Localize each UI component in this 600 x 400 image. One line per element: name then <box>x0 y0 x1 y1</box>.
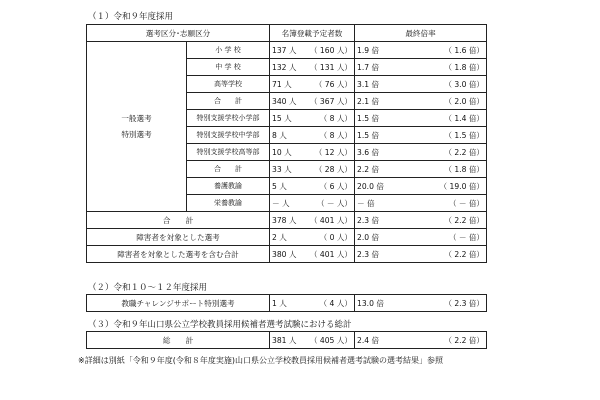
count-value: 380 人 <box>272 249 297 259</box>
prev-count-value: （ 405 人） <box>309 335 352 345</box>
ratio-cell <box>355 76 487 93</box>
row-label: 小 学 校 <box>187 42 270 59</box>
prev-ratio-value: （ 2.2 倍） <box>444 147 485 157</box>
prev-count-value: （ 8 人） <box>319 130 353 140</box>
section3-title: （３）令和９年山口県公立学校教員採用候補者選考試験における総計 <box>88 320 352 330</box>
ratio-value: 3.1 倍 <box>357 79 380 89</box>
count-value: 378 人 <box>272 215 297 225</box>
header-count: 名簿登載予定者数 <box>270 25 355 42</box>
row-label: 障害者を対象とした選考を含む合計 <box>87 246 270 263</box>
count-cell <box>270 178 355 195</box>
prev-count-value: （ 401 人） <box>309 215 353 225</box>
ratio-cell <box>355 110 487 127</box>
count-cell <box>270 212 355 229</box>
prev-count-value: （ 8 人） <box>319 113 353 123</box>
prev-ratio-value: （ 1.4 倍） <box>444 113 485 123</box>
count-value: 10 人 <box>272 147 292 157</box>
ratio-cell <box>355 295 487 312</box>
count-value: 137 人 <box>272 45 297 55</box>
prev-count-value: （ 367 人） <box>309 96 353 106</box>
row-label: 合 計 <box>187 161 270 178</box>
count-cell <box>270 332 355 349</box>
section2-table <box>86 294 487 312</box>
main-results-table <box>86 24 487 263</box>
count-value: 33 人 <box>272 164 292 174</box>
row-label: 総 計 <box>87 332 270 349</box>
ratio-cell <box>355 127 487 144</box>
prev-count-value: （ 4 人） <box>319 298 352 308</box>
prev-ratio-value: （ － 倍） <box>448 232 485 242</box>
count-cell <box>270 76 355 93</box>
row-label: 高等学校 <box>187 76 270 93</box>
ratio-value: 2.3 倍 <box>357 249 380 259</box>
ratio-value: 2.2 倍 <box>357 164 380 174</box>
ratio-cell <box>355 144 487 161</box>
section2-title: （２）令和１０～１２年度採用 <box>88 283 208 293</box>
row-label: 教職チャレンジサポート特別選考 <box>87 295 270 312</box>
count-cell <box>270 229 355 246</box>
row-label: 特別支援学校高等部 <box>187 144 270 161</box>
prev-ratio-value: （ 1.8 倍） <box>444 164 485 174</box>
group-label-cell <box>87 42 187 212</box>
group-label: 一般選考 <box>121 113 152 123</box>
prev-count-value: （ 12 人） <box>314 147 353 157</box>
count-value: 381 人 <box>272 335 297 345</box>
count-cell <box>270 93 355 110</box>
count-value: 1 人 <box>272 298 287 308</box>
ratio-cell <box>355 212 487 229</box>
prev-count-value: （ － 人） <box>316 198 353 208</box>
total-row <box>87 212 487 229</box>
header-category: 選考区分･志願区分 <box>87 25 270 42</box>
section3-table <box>86 331 487 349</box>
count-cell <box>270 195 355 212</box>
ratio-cell <box>355 246 487 263</box>
ratio-cell <box>355 42 487 59</box>
prev-ratio-value: （ 2.2 倍） <box>444 335 484 345</box>
count-cell <box>270 295 355 312</box>
row-label: 栄養教諭 <box>187 195 270 212</box>
ratio-value: 13.0 倍 <box>357 298 384 308</box>
count-value: 132 人 <box>272 62 297 72</box>
prev-count-value: （ 76 人） <box>314 79 353 89</box>
ratio-value: 2.3 倍 <box>357 215 380 225</box>
ratio-cell <box>355 59 487 76</box>
count-value: 340 人 <box>272 96 297 106</box>
ratio-cell <box>355 93 487 110</box>
count-value: 71 人 <box>272 79 292 89</box>
row-label: 特別支援学校小学部 <box>187 110 270 127</box>
count-value: － 人 <box>272 198 290 208</box>
ratio-value: 2.1 倍 <box>357 96 380 106</box>
ratio-value: 3.6 倍 <box>357 147 380 157</box>
count-cell <box>270 144 355 161</box>
table-row <box>87 295 487 312</box>
prev-count-value: （ 401 人） <box>309 249 353 259</box>
ratio-value: 2.4 倍 <box>357 335 380 345</box>
prev-ratio-value: （ 2.2 倍） <box>444 249 485 259</box>
count-value: 2 人 <box>272 232 287 242</box>
ratio-cell <box>355 332 487 349</box>
count-value: 8 人 <box>272 130 287 140</box>
prev-ratio-value: （ 1.8 倍） <box>444 62 485 72</box>
ratio-value: 1.9 倍 <box>357 45 380 55</box>
count-value: 5 人 <box>272 181 287 191</box>
ratio-cell <box>355 161 487 178</box>
count-cell <box>270 42 355 59</box>
prev-ratio-value: （ 1.5 倍） <box>444 130 485 140</box>
ratio-value: 1.5 倍 <box>357 130 380 140</box>
count-cell <box>270 59 355 76</box>
ratio-value: 20.0 倍 <box>357 181 384 191</box>
prev-ratio-value: （ 3.0 倍） <box>444 79 485 89</box>
count-cell <box>270 246 355 263</box>
ratio-value: － 倍 <box>357 198 375 208</box>
row-label: 合 計 <box>187 93 270 110</box>
row-label: 障害者を対象とした選考 <box>87 229 270 246</box>
prev-count-value: （ 28 人） <box>314 164 353 174</box>
prev-ratio-value: （ 2.2 倍） <box>444 215 485 225</box>
table-row <box>87 332 487 349</box>
prev-ratio-value: （ 1.6 倍） <box>444 45 485 55</box>
row-label: 養護教諭 <box>187 178 270 195</box>
prev-ratio-value: （ 2.0 倍） <box>444 96 485 106</box>
ratio-cell <box>355 229 487 246</box>
prev-count-value: （ 0 人） <box>319 232 353 242</box>
row-label: 合 計 <box>87 212 270 229</box>
count-cell <box>270 110 355 127</box>
prev-ratio-value: （ 19.0 倍） <box>439 181 485 191</box>
section1-title: （１）令和９年度採用 <box>88 12 174 22</box>
total-row <box>87 229 487 246</box>
header-ratio: 最終倍率 <box>355 25 487 42</box>
row-label: 特別支援学校中学部 <box>187 127 270 144</box>
prev-count-value: （ 6 人） <box>319 181 353 191</box>
group-label: 特別選考 <box>121 129 152 139</box>
count-cell <box>270 127 355 144</box>
prev-ratio-value: （ 2.3 倍） <box>444 298 484 308</box>
count-value: 15 人 <box>272 113 292 123</box>
ratio-cell <box>355 178 487 195</box>
count-cell <box>270 161 355 178</box>
ratio-value: 1.5 倍 <box>357 113 380 123</box>
ratio-value: 2.0 倍 <box>357 232 380 242</box>
row-label: 中 学 校 <box>187 59 270 76</box>
ratio-cell <box>355 195 487 212</box>
footnote: ※詳細は別紙「令和９年度(令和８年度実施)山口県公立学校教員採用候補者選考試験の選考結果」参照 <box>78 356 443 365</box>
table-row <box>87 42 487 59</box>
prev-ratio-value: （ － 倍） <box>448 198 485 208</box>
ratio-value: 1.7 倍 <box>357 62 380 72</box>
prev-count-value: （ 160 人） <box>309 45 353 55</box>
total-row <box>87 246 487 263</box>
prev-count-value: （ 131 人） <box>309 62 353 72</box>
